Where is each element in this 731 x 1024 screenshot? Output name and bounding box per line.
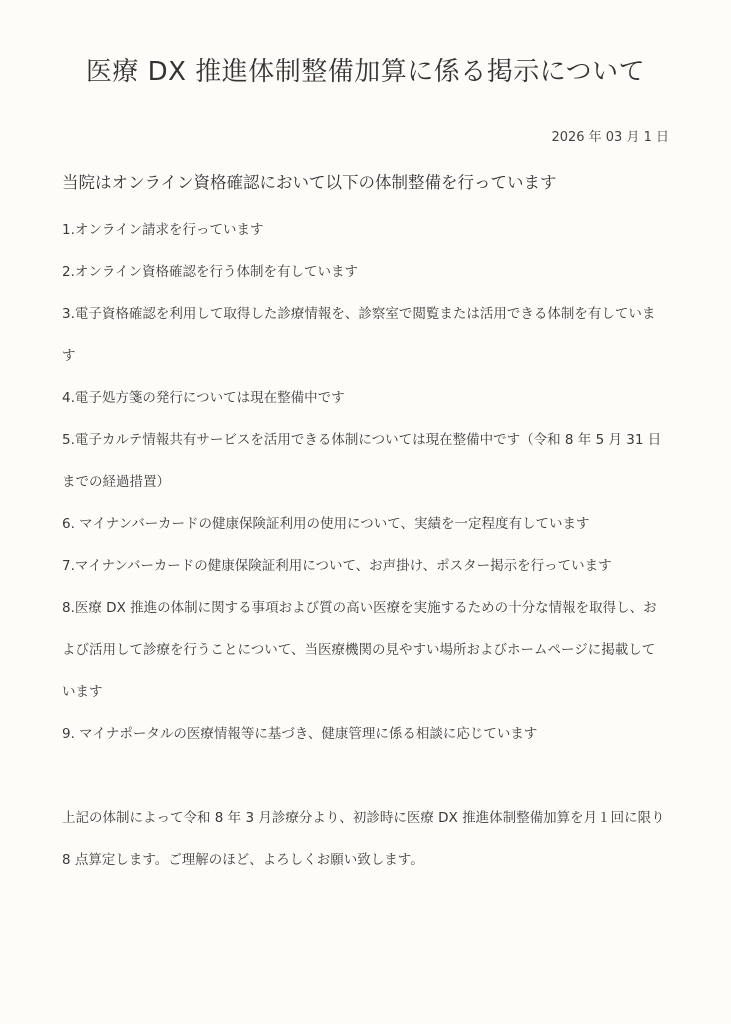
list-item: 2.オンライン資格確認を行う体制を有しています xyxy=(62,264,358,280)
list-item: 4.電子処方箋の発行については現在整備中です xyxy=(62,390,345,406)
closing-text: 上記の体制によって令和 8 年 3 月診療分より、初診時に医療 DX 推進体制整備加算を月１回に限り 8 点算定します。ご理解のほど、よろしくお願い致します。 xyxy=(62,810,665,868)
list-item: 5.電子カルテ情報共有サービスを活用できる体制については現在整備中です（令和 8 年 5 月 31 日までの経過措置） xyxy=(62,432,662,490)
notice-items-list xyxy=(62,209,668,755)
list-item: 7.マイナンバーカードの健康保険証利用について、お声掛け、ポスター掲示を行っています xyxy=(62,558,612,574)
page-title: 医療 DX 推進体制整備加算に係る掲示について xyxy=(85,57,646,87)
notice-date: 2026 年 03 月 1 日 xyxy=(551,130,669,145)
intro-text: 当院はオンライン資格確認において以下の体制整備を行っています xyxy=(62,173,557,192)
list-item: 1.オンライン請求を行っています xyxy=(62,222,264,238)
list-item: 6. マイナンバーカードの健康保険証利用の使用について、実績を一定程度有しています xyxy=(62,516,590,532)
list-item: 9. マイナポータルの医療情報等に基づき、健康管理に係る相談に応じています xyxy=(62,726,538,742)
list-item: 3.電子資格確認を利用して取得した診療情報を、診察室で閲覧または活用できる体制を有しています xyxy=(62,306,656,364)
list-item: 8.医療 DX 推進の体制に関する事項および質の高い医療を実施するための十分な情報を取得し、および活用して診療を行うことについて、当医療機関の見やすい場所およびホームページに掲載しています xyxy=(62,600,657,700)
